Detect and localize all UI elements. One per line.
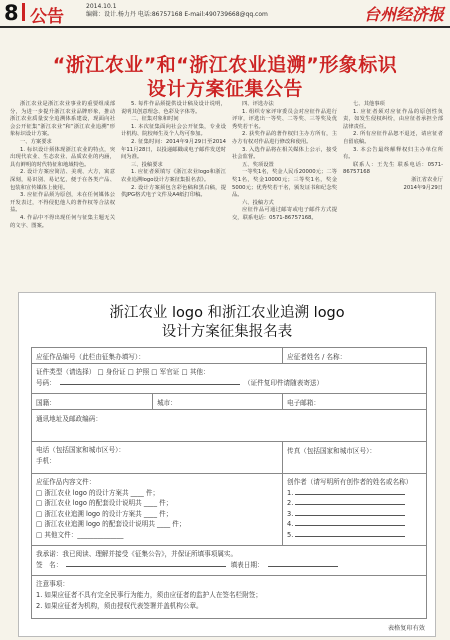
address-field[interactable]	[32, 410, 426, 442]
id-option-passport[interactable]: □ 护照	[127, 368, 150, 376]
article-paragraph: 二、征集对象和时间	[131, 116, 179, 123]
form-row-serial	[31, 347, 427, 364]
article-paragraph: 2. 设计方案须包含彩色稿和黑白稿，提供JPG格式电子文件及A4纸打印稿。	[121, 184, 226, 199]
article-paragraph: 一等奖1名，奖金人民币20000元；二等奖1名，奖金10000元；三等奖1名，奖金5000元；优秀奖若干名，颁发证书和纪念奖品。	[232, 169, 337, 199]
fill-date-label: 填表日期：	[230, 561, 264, 569]
email-label: 电子邮箱：	[287, 399, 320, 407]
header-accent-bar	[22, 3, 25, 21]
works-item-2[interactable]: □ 浙江农业 logo 的配套设计说明共 ____ 件；	[36, 499, 173, 507]
notes-label: 注意事项：	[36, 580, 69, 588]
article-paragraph: 三、投稿要求	[131, 161, 163, 168]
fax-label: 传真（包括国家和城市区号）：	[287, 447, 377, 455]
article-paragraph: 浙江农业是浙江农业事业的重要组成部分，为进一步提升浙江农业品牌形象，推动浙江农业质量安全追溯体系建设，现面向社会公开征集“浙江农业”和“浙江农业追溯”形象标识设计方案。	[10, 101, 115, 138]
id-option-military[interactable]: □ 军官证	[151, 368, 180, 376]
creator-index: 2.	[287, 499, 294, 507]
creator-input[interactable]	[295, 530, 405, 537]
id-type-label: 证件类型（请选择）	[36, 368, 96, 376]
article-paragraph: 5. 每件作品须提供设计稿及设计说明，说明其创意理念、色彩及字体等。	[121, 101, 226, 115]
notes-field	[32, 576, 426, 618]
email: E-mail:490739668@qq.com	[184, 11, 268, 18]
sign-label: 签 名：	[36, 561, 63, 569]
declaration-text: 我承诺：我已阅读、理解并接受《征集公告》，并保证所填事项属实。	[36, 550, 238, 558]
creators-field	[282, 474, 426, 546]
creator-index: 1.	[287, 488, 294, 497]
issuer: 浙江省农业厅	[411, 176, 443, 183]
article-paragraph: 3. 本公告最终解释权归主办单位所有。	[343, 146, 443, 161]
creator-input[interactable]	[295, 509, 405, 516]
signature-line	[36, 560, 422, 571]
serial-label: 应征作品编号（此栏由征集办填写）：	[36, 353, 145, 361]
headline-line2: 设计方案征集公告	[146, 78, 303, 100]
creator-input[interactable]	[295, 498, 405, 505]
creator-input[interactable]	[295, 488, 405, 495]
creators-label: 创作者（请写明所有创作者的姓名或名称）	[287, 478, 413, 486]
article-paragraph: 七、其他事项	[353, 101, 385, 107]
article-paragraph: 2. 征集时间：2014年9月29日至2014年11月28日，以投递邮戳或电子邮件发送时间为准。	[121, 138, 226, 161]
headline-line1: “浙江农业”和“浙江农业追溯”形象标识	[52, 54, 398, 76]
note-2: 2. 如果应征者为机构，须由授权代表签署并盖机构公章。	[36, 602, 203, 610]
article-column-1	[10, 101, 115, 230]
creator-line-5[interactable]	[287, 530, 422, 541]
id-number-label: 号码：	[36, 379, 56, 387]
id-number-hint: （证件复印件请随表寄送）	[244, 379, 324, 387]
form-row-id	[31, 363, 427, 394]
article-column-4	[343, 101, 443, 192]
form-row-notes	[31, 575, 427, 619]
email-field[interactable]	[282, 394, 426, 410]
article-paragraph: 2. 获奖作品的著作权归主办方所有，主办方有权对作品进行修改和使用。	[232, 131, 337, 145]
creator-line-1[interactable]	[287, 488, 422, 499]
article-paragraph: 联系人：王先生 联系电话：0571-86757168	[343, 161, 443, 176]
creator-input[interactable]	[295, 519, 405, 526]
form-row-address	[31, 409, 427, 442]
article-column-3	[232, 101, 337, 223]
form-footer-note: 表格复印有效	[387, 625, 425, 632]
article-paragraph: 五、奖项设置	[242, 161, 274, 168]
issue-date-signature: 2014年9月29日	[403, 184, 443, 191]
nation-field[interactable]	[32, 394, 152, 410]
section-title: 公告	[30, 7, 64, 27]
creator-index: 3.	[287, 509, 294, 518]
creator-index: 5.	[287, 530, 294, 539]
author-name-field[interactable]	[282, 348, 426, 364]
newspaper-masthead: 台州经济报	[363, 5, 444, 24]
declaration-field	[32, 546, 426, 576]
fax-field[interactable]	[282, 442, 426, 474]
works-item-4[interactable]: □ 浙江农业追溯 logo 的配套设计说明共 ____ 件；	[36, 520, 186, 528]
article-paragraph: 4. 作品中不得出现任何与征集主题无关的文字、图案。	[10, 214, 115, 229]
creator-line-2[interactable]	[287, 498, 422, 509]
article-paragraph: 2. 所有应征作品恕不退还，请应征者自留底稿。	[343, 131, 443, 145]
form-row-location	[31, 393, 427, 410]
creator-line-3[interactable]	[287, 509, 422, 520]
works-item-3[interactable]: □ 浙江农业追溯 logo 的设计方案共 ____ 件；	[36, 509, 173, 518]
works-item-1[interactable]: □ 浙江农业 logo 的设计方案共 ____ 件；	[36, 488, 160, 497]
editor-line	[86, 11, 268, 19]
article-column-2	[121, 101, 226, 200]
id-number-input[interactable]	[60, 378, 240, 385]
phone-label: 电话（包括国家和城市区号）：	[36, 446, 126, 454]
creator-index: 4.	[287, 520, 294, 528]
creator-line-4[interactable]	[287, 519, 422, 530]
article-paragraph: 四、评选办法	[242, 101, 274, 107]
city-field[interactable]	[152, 394, 282, 410]
article-paragraph: 1. 组织专家评审委员会对应征作品进行评审，评选出一等奖、二等奖、三等奖及优秀奖若干名。	[232, 108, 337, 130]
form-row-declaration	[31, 545, 427, 576]
works-item-5[interactable]: □ 其他文件：______________	[36, 530, 124, 539]
mobile-label: 手机：	[36, 457, 56, 465]
id-type-line	[36, 367, 422, 378]
article-paragraph: 3. 应征作品须为原创，未在任何媒体公开发表过，不得侵犯他人的著作权等合法权益。	[10, 192, 115, 214]
article-paragraph: 2. 设计方案应简洁、美观、大方，寓意深刻，易识别、易记忆，便于在各类产品、包装和宣传媒体上使用。	[10, 169, 115, 191]
page-number: 8	[4, 1, 19, 25]
author-label: 应征者姓名 / 名称：	[287, 353, 347, 361]
page-header	[0, 0, 450, 28]
article-paragraph: 六、投稿方式	[242, 199, 274, 206]
form-row-works	[31, 473, 427, 546]
works-label: 应征作品内容文件：	[36, 478, 96, 486]
fill-date-input[interactable]	[268, 560, 338, 567]
issue-date: 2014.10.1	[86, 3, 117, 10]
signature-input[interactable]	[66, 560, 226, 567]
address-label: 通讯地址及邮政编码：	[36, 415, 102, 423]
phone: 电话:86757168	[137, 11, 183, 18]
note-1: 1. 如果应征者不具有完全民事行为能力，须由应征者的监护人在签名栏附签；	[36, 591, 262, 599]
article-paragraph: 3. 入选作品将在相关媒体上公示，接受社会监督。	[232, 146, 337, 161]
registration-form	[18, 292, 436, 637]
article-paragraph: 1. 应征者须对应征作品的原创性负责，如发生侵权纠纷，由应征者承担全部法律责任。	[343, 108, 443, 130]
form-row-contact	[31, 441, 427, 474]
article-paragraph: 一、方案要求	[20, 138, 52, 145]
editor: 编辑：设计.杨力丹	[86, 11, 136, 18]
id-option-idcard[interactable]: □ 身份证	[97, 368, 126, 376]
phone-field[interactable]	[32, 442, 282, 474]
form-title-line2: 设计方案征集报名表	[161, 324, 293, 340]
header-meta	[86, 3, 268, 19]
city-label: 城市：	[157, 399, 177, 407]
nation-label: 国籍：	[36, 399, 56, 407]
id-option-other[interactable]: □ 其他：	[181, 368, 210, 376]
id-number-line	[36, 378, 422, 389]
form-title-line1: 浙江农业 logo 和浙江农业追溯 logo	[109, 305, 345, 321]
article-paragraph: 1. 应征者须填写《浙江农业logo和浙江农业追溯logo设计方案征集报名表》。	[121, 169, 226, 183]
article-paragraph: 应征作品可通过邮寄或电子邮件方式提交，联系电话：0571-86757168。	[232, 207, 337, 221]
article-paragraph: 1. 本次征集面向社会公开征集，专业设计机构、院校师生及个人均可参加。	[121, 123, 226, 138]
article-paragraph: 1. 标识设计须体现浙江农业的特点，突出现代农业、生态农业、品质农业的内涵，具有鲜明的时代特征和地域特色。	[10, 146, 115, 168]
id-field[interactable]	[32, 364, 426, 394]
works-field	[32, 474, 282, 546]
